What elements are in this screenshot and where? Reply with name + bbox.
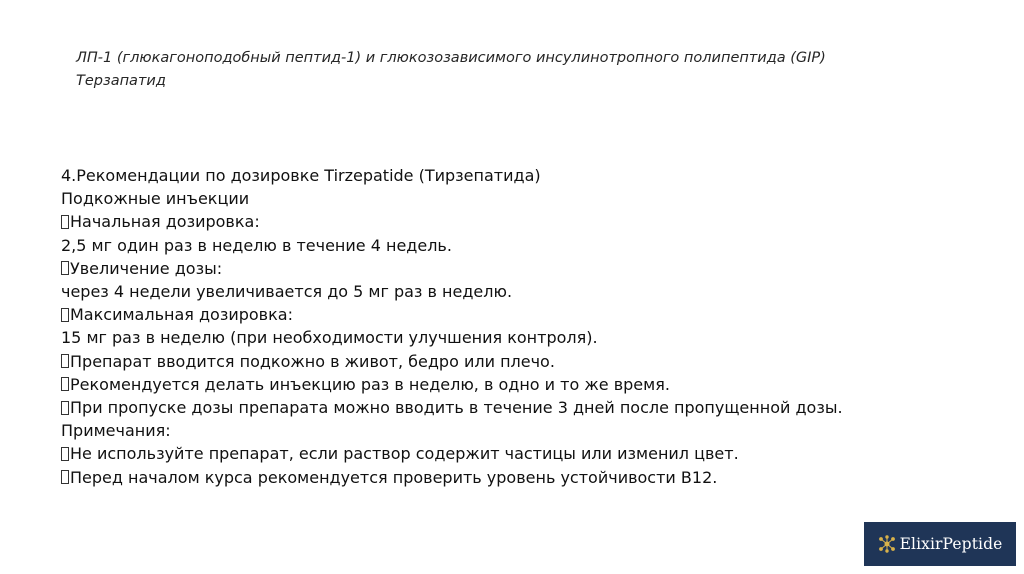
placeholder-glyph-icon [61, 261, 69, 275]
body-line: Перед началом курса рекомендуется проверить уровень устойчивости В12. [61, 466, 961, 489]
molecule-icon [878, 535, 896, 553]
body-line: 4.Рекомендации по дозировке Tirzepatide (Тирзепатида) [61, 166, 541, 185]
header-line-1: ЛП-1 (глюкагоноподобный пептид-1) и глюкозозависимого инсулинотропного полипептида (GIP) [76, 50, 826, 66]
body-line: 2,5 мг один раз в неделю в течение 4 недель. [61, 235, 452, 255]
body-line: Максимальная дозировка: [61, 303, 961, 326]
body-line: Не используйте препарат, если раствор содержит частицы или изменил цвет. [61, 442, 961, 465]
placeholder-glyph-icon [61, 354, 69, 368]
placeholder-glyph-icon [61, 308, 69, 322]
placeholder-glyph-icon [61, 215, 69, 229]
body-line: Увеличение дозы: [61, 257, 961, 280]
body-line: 15 мг раз в неделю (при необходимости улучшения контроля). [61, 328, 598, 348]
body-line: Начальная дозировка: [61, 210, 961, 233]
body-line: через 4 недели увеличивается до 5 мг раз в неделю. [61, 282, 513, 302]
body-line: Подкожные инъекции [61, 189, 250, 209]
body-line: При пропуске дозы препарата можно вводить в течение 3 дней после пропущенной дозы. [61, 396, 961, 419]
placeholder-glyph-icon [61, 470, 69, 484]
slide-header [76, 47, 976, 93]
header-line-2: Терзапатид [76, 73, 166, 89]
placeholder-glyph-icon [61, 447, 69, 461]
body-line: Примечания: [61, 421, 171, 441]
placeholder-glyph-icon [61, 377, 69, 391]
slide-body [61, 164, 961, 489]
placeholder-glyph-icon [61, 401, 69, 415]
logo-text: ElixirPeptide [899, 535, 1003, 553]
body-line: Рекомендуется делать инъекцию раз в неделю, в одно и то же время. [61, 373, 961, 396]
elixirpeptide-logo[interactable] [864, 522, 1016, 566]
body-line: Препарат вводится подкожно в живот, бедро или плечо. [61, 350, 961, 373]
